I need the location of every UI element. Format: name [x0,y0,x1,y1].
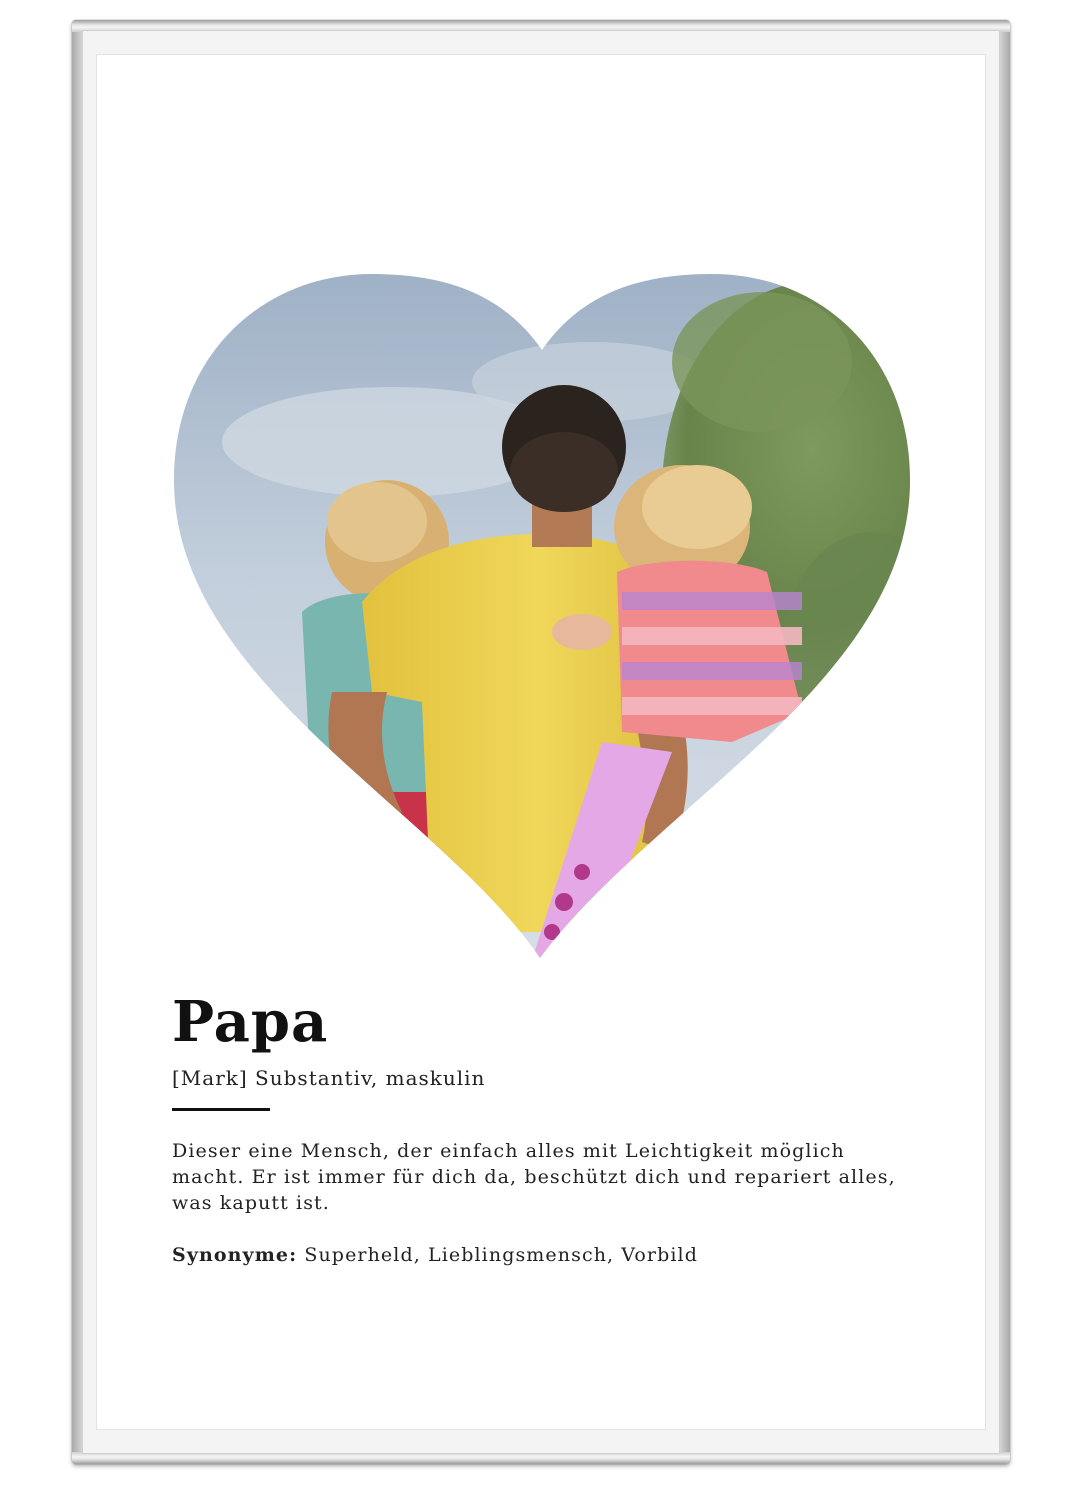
title-divider [172,1108,270,1111]
synonyms-label: Synonyme: [172,1244,298,1266]
word-class-line: [Mark] Substantiv, maskulin [172,1066,486,1090]
page-title: Papa [172,989,329,1055]
synonyms-text: Superheld, Lieblingsmensch, Vorbild [297,1244,698,1266]
heart-photo [172,272,912,960]
definition-text: Dieser eine Mensch, der einfach alles mit Leichtigkeit möglich macht. Er ist immer für dich da, beschützt dich und repariert alles, was kaputt ist. [172,1140,896,1214]
synonyms-line [172,1244,902,1266]
